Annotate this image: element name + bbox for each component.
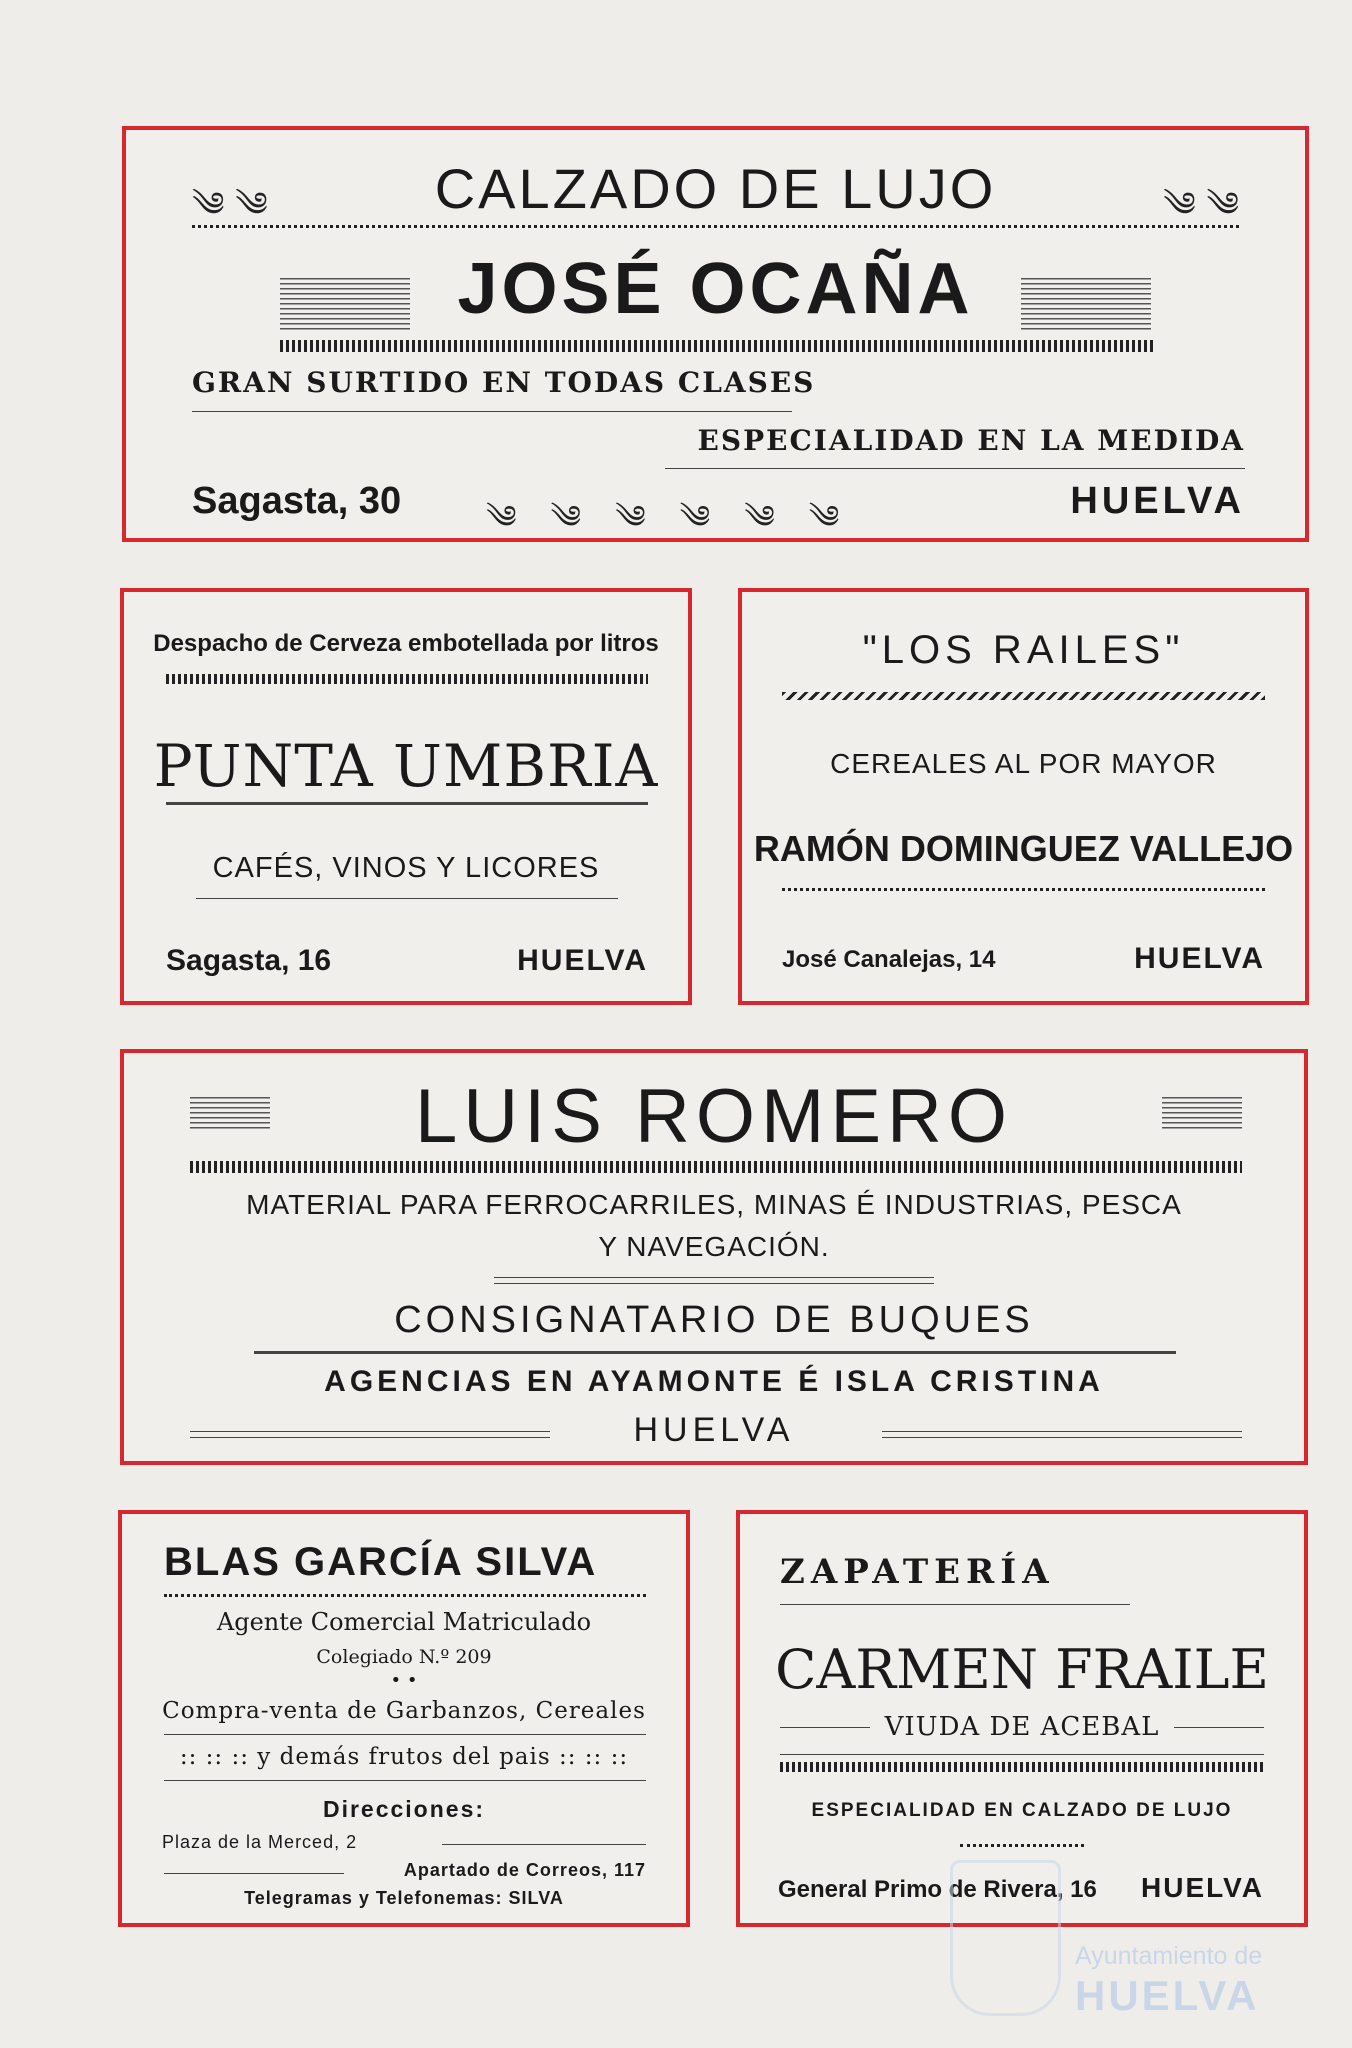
divider bbox=[164, 1594, 646, 1597]
ad2-city: HUELVA bbox=[517, 944, 648, 977]
ad6-line1: ESPECIALIDAD EN CALZADO DE LUJO bbox=[811, 1800, 1233, 1821]
ad4-line4: AGENCIAS EN AYAMONTE É ISLA CRISTINA bbox=[324, 1365, 1104, 1398]
ad-blas-garcia-silva bbox=[118, 1510, 690, 1927]
scroll-ornament-icon: ༄ ༄ bbox=[1163, 185, 1239, 225]
ad2-top: Despacho de Cerveza embotellada por litros bbox=[153, 630, 659, 657]
divider bbox=[192, 225, 1239, 228]
watermark-line1: Ayuntamiento de bbox=[1075, 1942, 1263, 1970]
divider bbox=[782, 888, 1265, 891]
divider bbox=[665, 468, 1245, 469]
ad1-line2: ESPECIALIDAD EN LA MEDIDA bbox=[697, 424, 1245, 457]
ad1-heading: CALZADO DE LUJO bbox=[434, 157, 997, 220]
coat-of-arms-icon bbox=[950, 1860, 1061, 2016]
ad5-line2: :: :: :: y demás frutos del pais :: :: :: bbox=[179, 1744, 629, 1770]
ad4-city: HUELVA bbox=[633, 1411, 795, 1449]
ad3-owner: RAMÓN DOMINGUEZ VALLEJO bbox=[753, 828, 1294, 869]
ad-luis-romero bbox=[120, 1049, 1308, 1465]
ad5-colegiado: Colegiado N.º 209 bbox=[316, 1646, 492, 1668]
divider bbox=[254, 1351, 1176, 1354]
watermark-line2: HUELVA bbox=[1075, 1972, 1260, 2019]
divider bbox=[196, 898, 618, 899]
bullet-icon: • • bbox=[390, 1670, 418, 1691]
ad5-dir-heading: Direcciones: bbox=[322, 1796, 486, 1822]
ad4-line2: Y NAVEGACIÓN. bbox=[598, 1231, 830, 1262]
scroll-ornament-icon: ༄༄༄༄༄༄ bbox=[486, 498, 874, 536]
ad1-city: HUELVA bbox=[1070, 480, 1245, 522]
divider bbox=[442, 1844, 646, 1845]
ad-jose-ocana bbox=[122, 126, 1309, 542]
ad6-name: CARMEN FRAILE bbox=[775, 1638, 1269, 1701]
ad-punta-umbria bbox=[120, 588, 692, 1005]
divider bbox=[166, 802, 648, 805]
ad4-name: LUIS ROMERO bbox=[414, 1074, 1014, 1159]
divider bbox=[494, 1283, 934, 1284]
ad1-name: JOSÉ OCAÑA bbox=[457, 249, 974, 329]
ad4-line1: MATERIAL PARA FERROCARRILES, MINAS É INDUSTRIAS, PESCA bbox=[246, 1189, 1182, 1220]
ad4-line3: CONSIGNATARIO DE BUQUES bbox=[394, 1299, 1034, 1341]
ad5-name: BLAS GARCÍA SILVA bbox=[164, 1540, 598, 1584]
ad3-city: HUELVA bbox=[1134, 942, 1265, 975]
ad3-sub: CEREALES AL POR MAYOR bbox=[830, 748, 1217, 779]
divider bbox=[164, 1780, 646, 1781]
divider bbox=[780, 1762, 1264, 1772]
scroll-ornament-icon: ༄ ༄ bbox=[192, 185, 268, 225]
ad2-name: PUNTA UMBRIA bbox=[153, 732, 659, 800]
ad2-address: Sagasta, 16 bbox=[166, 944, 332, 977]
divider bbox=[780, 1754, 1264, 1755]
ad1-address: Sagasta, 30 bbox=[192, 480, 402, 522]
ad1-line1: GRAN SURTIDO EN TODAS CLASES bbox=[192, 366, 816, 399]
divider bbox=[960, 1844, 1084, 1847]
divider bbox=[782, 692, 1265, 700]
ad3-address: José Canalejas, 14 bbox=[782, 946, 996, 973]
ad5-dir2: Apartado de Correos, 117 bbox=[403, 1860, 646, 1880]
divider bbox=[190, 1161, 1242, 1173]
divider bbox=[164, 1873, 344, 1874]
ad3-name: "LOS RAILES" bbox=[862, 628, 1185, 672]
ad6-address: General Primo de Rivera, 16 bbox=[778, 1876, 1097, 1903]
ad6-heading: ZAPATERÍA bbox=[780, 1552, 1055, 1592]
divider bbox=[780, 1604, 1130, 1605]
ad6-city: HUELVA bbox=[1141, 1872, 1264, 1903]
ad5-dir1: Plaza de la Merced, 2 bbox=[162, 1832, 358, 1852]
divider bbox=[192, 411, 792, 412]
ad5-line1: Compra-venta de Garbanzos, Cereales bbox=[162, 1698, 646, 1724]
divider bbox=[166, 674, 648, 684]
ad5-dir3: Telegramas y Telefonemas: SILVA bbox=[244, 1888, 564, 1908]
ad-los-railes bbox=[738, 588, 1309, 1005]
divider bbox=[280, 340, 1155, 352]
ad2-sub: CAFÉS, VINOS Y LICORES bbox=[212, 852, 600, 884]
ad5-title: Agente Comercial Matriculado bbox=[216, 1608, 592, 1636]
divider bbox=[494, 1277, 934, 1278]
ad6-sub: VIUDA DE ACEBAL bbox=[884, 1712, 1160, 1742]
divider bbox=[164, 1734, 646, 1735]
